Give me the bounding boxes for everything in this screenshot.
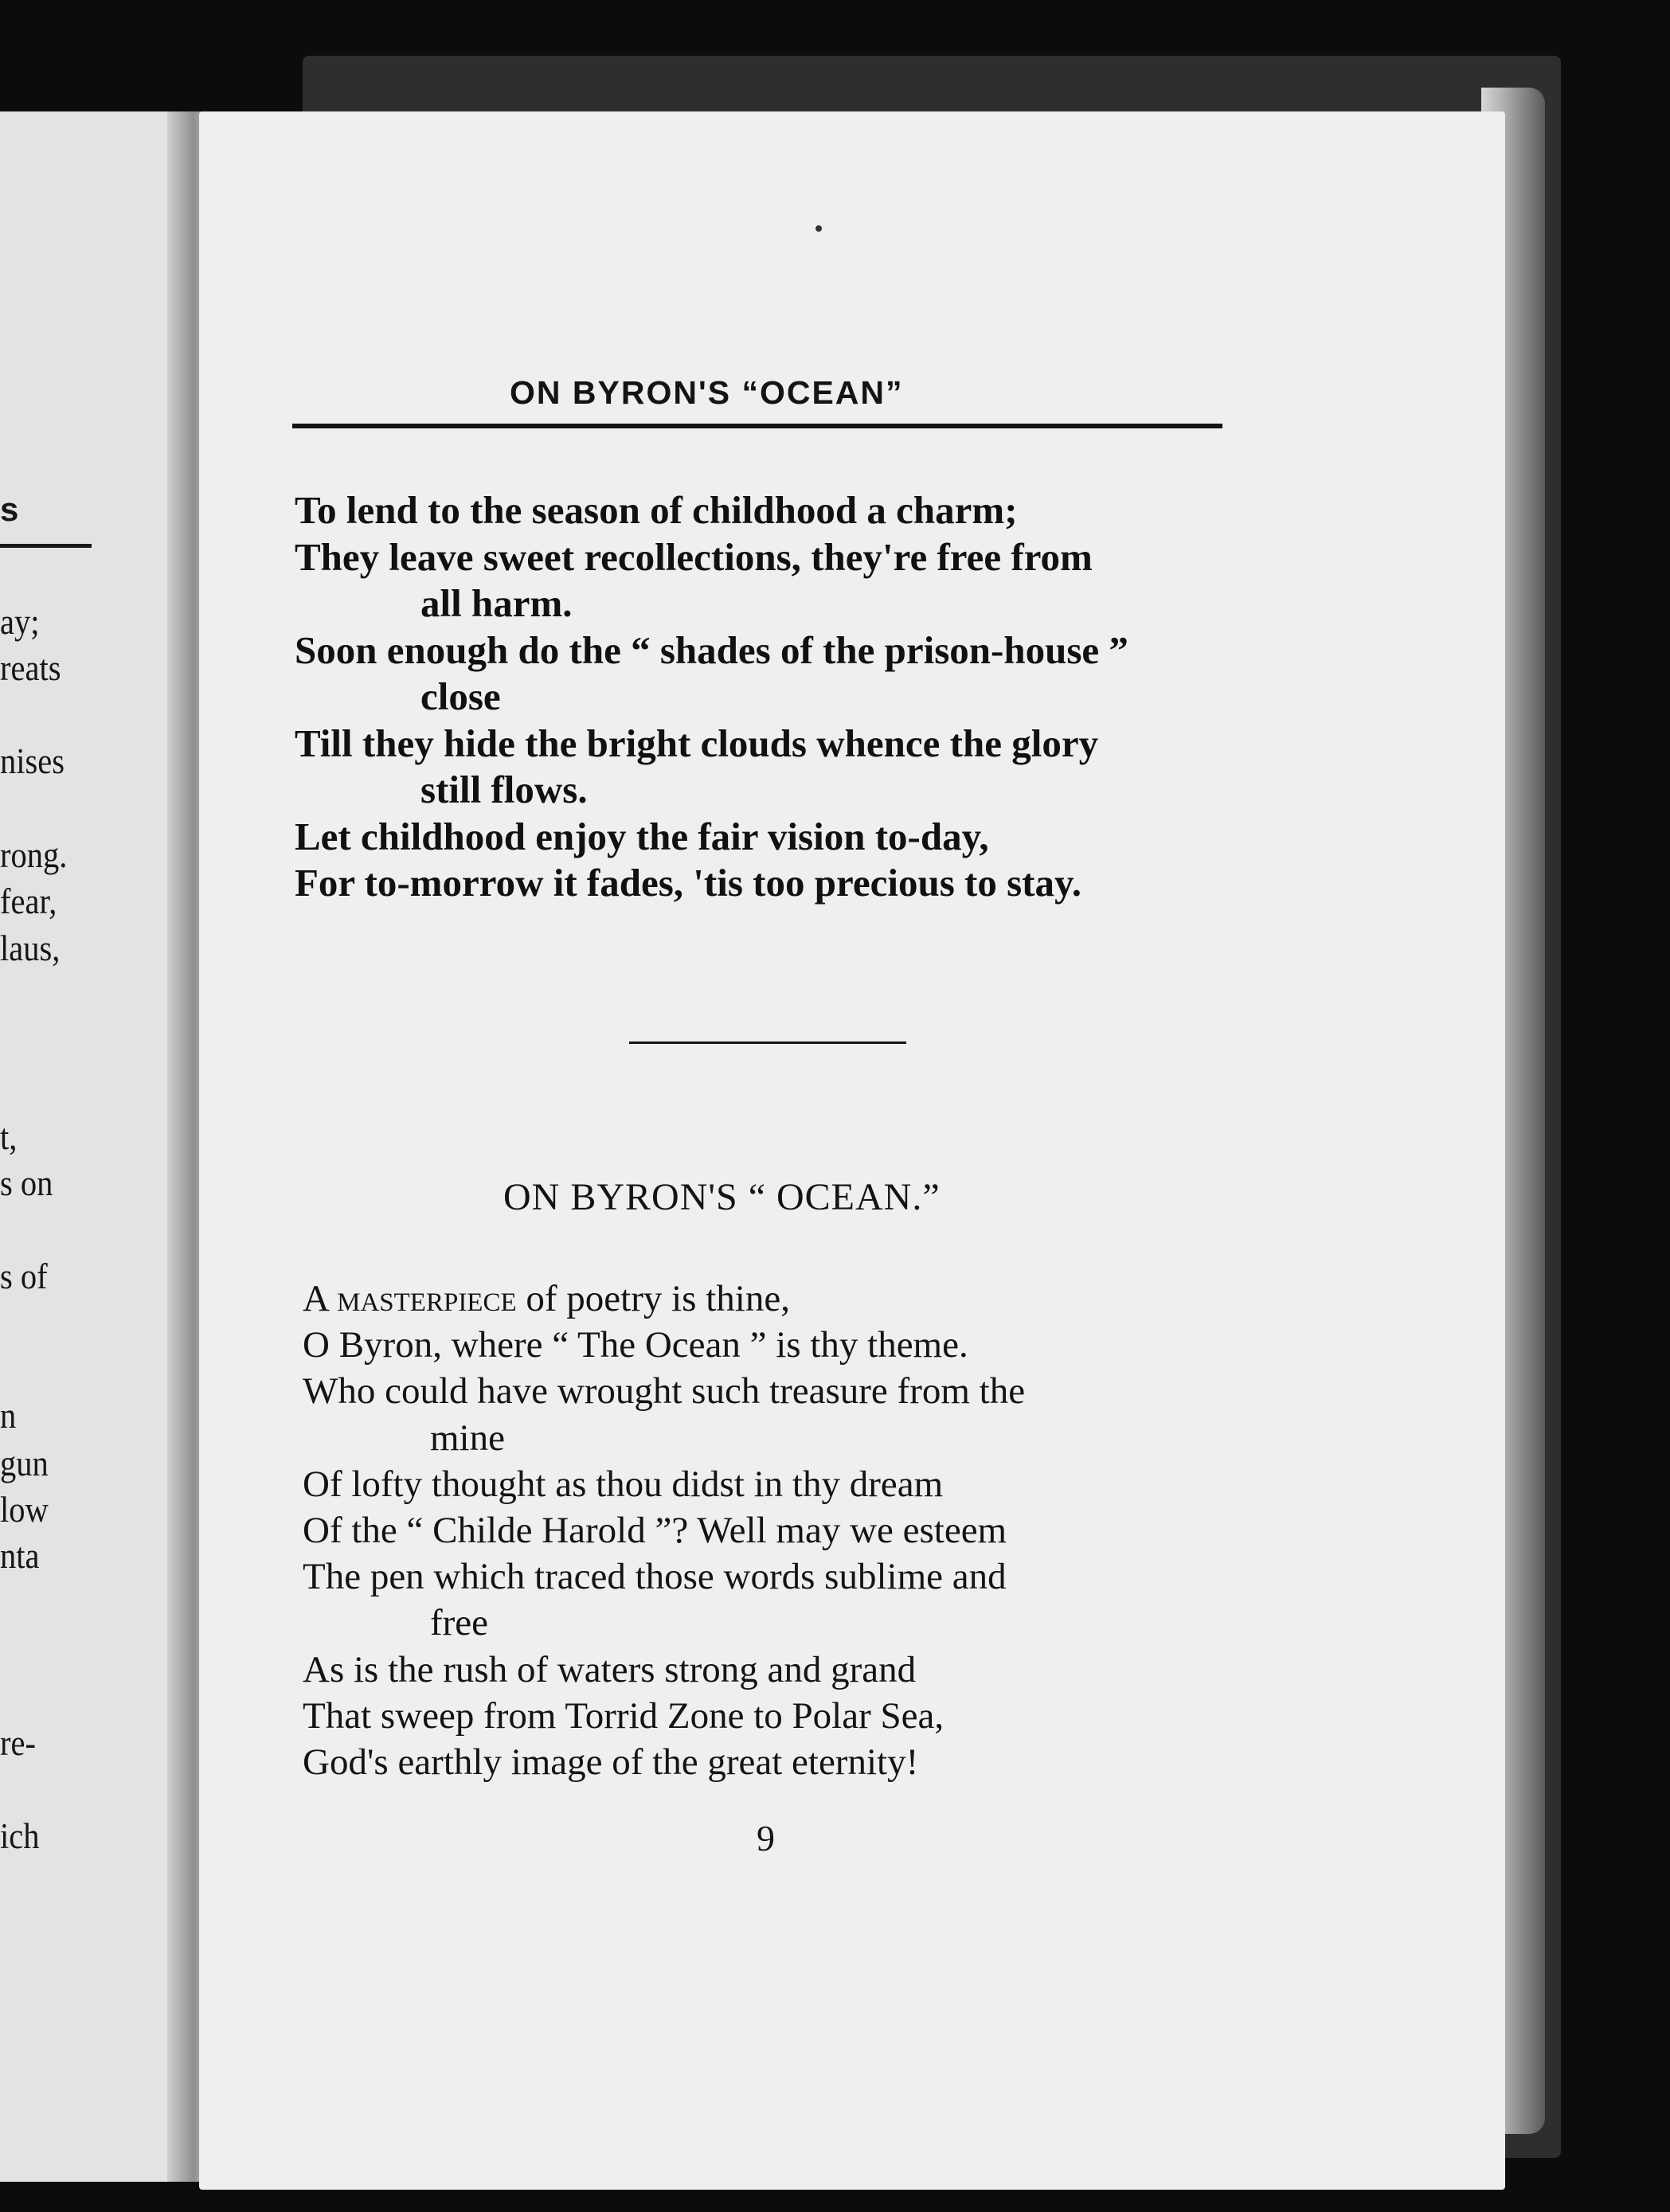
left-page-fragment: gun [0, 1444, 49, 1483]
poem-line: free [430, 1602, 489, 1644]
poem-line-first [303, 1276, 1242, 1322]
left-page-fragment: nises [0, 741, 65, 781]
poem-line: O Byron, where “ The Ocean ” is thy theme. [303, 1324, 968, 1366]
poem-line: The pen which traced those words sublime and [303, 1556, 1007, 1598]
left-page-header-rule [0, 544, 92, 548]
left-page-fragment: t, [0, 1117, 18, 1157]
poem-line: That sweep from Torrid Zone to Polar Sea, [303, 1694, 945, 1737]
poem-line: mine [430, 1417, 505, 1459]
verse-line: To lend to the season of childhood a charm; [295, 488, 1018, 532]
running-head-rule [292, 424, 1222, 428]
ink-speck [815, 225, 822, 232]
poem-body [303, 1276, 1242, 1785]
left-page-fragment: low [0, 1490, 49, 1530]
left-page-header-fragment: s [0, 490, 19, 528]
poem-line: As is the rush of waters strong and grand [303, 1648, 917, 1690]
left-page-fragment: laus, [0, 928, 61, 968]
poem-smallcaps-word: masterpiece [337, 1278, 517, 1319]
poem-first-rest: of poetry is thine, [516, 1278, 790, 1319]
left-page-fragment: rong. [0, 835, 68, 875]
verse-continuation [295, 487, 1234, 907]
left-page-fragment: n [0, 1396, 17, 1436]
verse-line: close [420, 674, 501, 718]
verse-line: For to-morrow it fades, 'tis too precious to stay. [295, 861, 1082, 905]
poem-line: Of lofty thought as thou didst in thy dream [303, 1463, 944, 1505]
verse-line: They leave sweet recollections, they're free from [295, 534, 1093, 579]
poem-title: ON BYRON'S “ OCEAN.” [503, 1176, 941, 1218]
left-page-fragment: reats [0, 648, 61, 688]
page-number: 9 [757, 1818, 775, 1858]
poem-line: Who could have wrought such treasure from the [303, 1370, 1026, 1413]
poem-line: God's earthly image of the great eternity! [303, 1741, 919, 1784]
left-page-fragment: s of [0, 1256, 48, 1296]
left-page-fragment: fear, [0, 881, 57, 921]
verse-line: all harm. [420, 581, 573, 625]
section-divider [629, 1042, 906, 1044]
left-page-fragment: ich [0, 1816, 40, 1856]
poem-line: Of the “ Childe Harold ”? Well may we esteem [303, 1510, 1007, 1552]
left-page-fragment: re- [0, 1723, 36, 1763]
left-page-fragment: s on [0, 1163, 53, 1203]
running-head: ON BYRON'S “OCEAN” [510, 374, 904, 411]
poem-first-word: A [303, 1278, 328, 1319]
verse-line: still flows. [420, 768, 588, 811]
verse-line: Till they hide the bright clouds whence the glory [295, 721, 1099, 765]
left-page-fragment: nta [0, 1536, 40, 1576]
verse-line: Let childhood enjoy the fair vision to-day, [295, 814, 989, 858]
verse-line: Soon enough do the “ shades of the prison-house ” [295, 627, 1128, 672]
left-page-fragment: ay; [0, 602, 40, 642]
